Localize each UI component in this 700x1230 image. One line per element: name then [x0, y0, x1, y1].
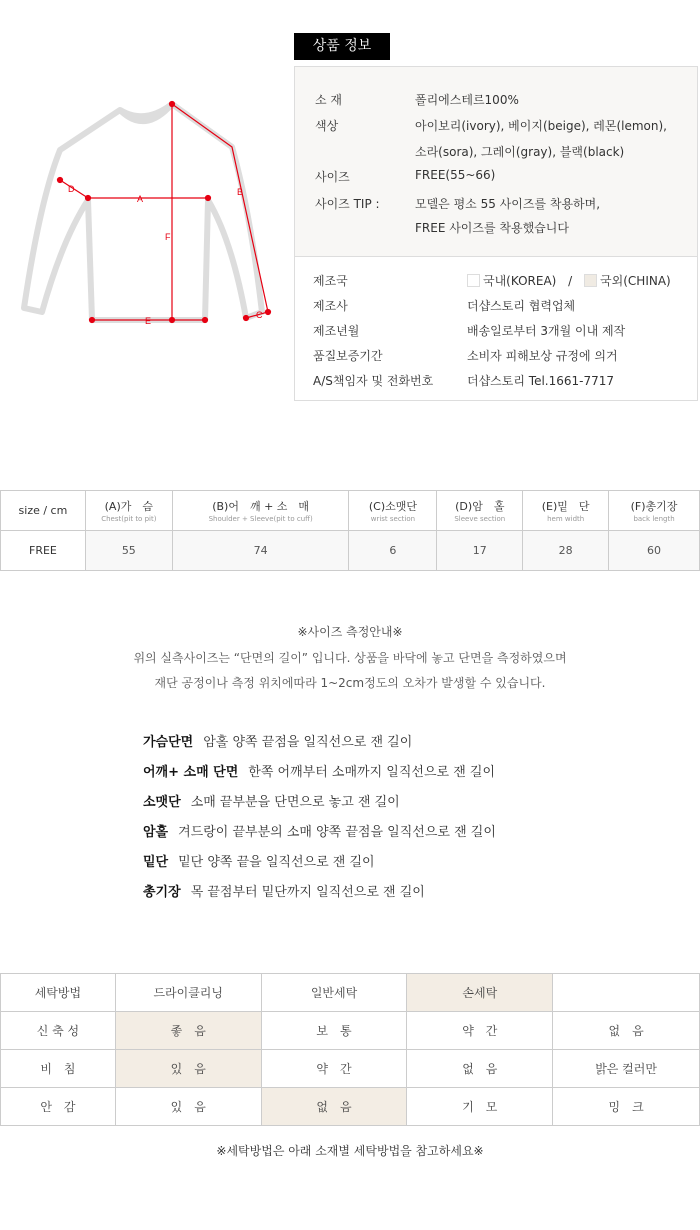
- origin-options: [467, 272, 671, 289]
- garment-measurement-diagram: [0, 90, 290, 340]
- washing-footer-note: ※세탁방법은 아래 소재별 세탁방법을 참고하세요※: [216, 1144, 484, 1158]
- color-value-2: 소라(sora), 그레이(gray), 블랙(black): [415, 145, 625, 159]
- definition-term: 암홀: [143, 825, 169, 840]
- definition-term: 어깨+ 소매 단면: [143, 765, 239, 780]
- definition-desc: 소매 끝부분을 단면으로 놓고 잰 길이: [190, 795, 400, 810]
- header-subtitle: back length: [633, 515, 675, 523]
- washing-option-cell: 없 음: [553, 1012, 700, 1050]
- color-label: 색상: [315, 119, 339, 133]
- washing-row: [1, 1050, 700, 1088]
- washing-option-cell: 좋 음: [115, 1012, 261, 1050]
- washing-option-cell: 보 통: [261, 1012, 407, 1050]
- washing-option-cell: 기 모: [407, 1088, 553, 1126]
- size-value: FREE(55~66): [415, 168, 496, 182]
- header-title: (B)어 깨 + 소 매: [212, 500, 310, 513]
- size-tip-value: 모델은 평소 55 사이즈를 착용하며,: [415, 197, 601, 211]
- size-header-cell: [523, 491, 609, 531]
- definition-item: [143, 791, 400, 810]
- label-a: A: [137, 194, 144, 204]
- size-value-cell: 55: [85, 531, 172, 571]
- header-subtitle: hem width: [547, 515, 585, 523]
- as-contact-value: 더샵스토리 Tel.1661-7717: [467, 374, 615, 388]
- manufacturer-label: 제조사: [313, 299, 348, 313]
- size-value-cell: 74: [172, 531, 349, 571]
- definition-item: [143, 821, 496, 840]
- product-info-box: [294, 66, 698, 401]
- color-value: 아이보리(ivory), 베이지(beige), 레몬(lemon),: [415, 119, 667, 133]
- definition-term: 총기장: [143, 885, 181, 900]
- washing-option-cell: 약 간: [261, 1050, 407, 1088]
- definition-term: 밑단: [143, 855, 169, 870]
- washing-option-cell: 없 음: [407, 1050, 553, 1088]
- definition-desc: 암홀 양쪽 끝점을 일직선으로 잰 길이: [203, 735, 413, 750]
- size-value-cell: 6: [349, 531, 437, 571]
- washing-table: [0, 973, 700, 1126]
- mfg-date-value: 배송일로부터 3개월 이내 제작: [467, 324, 626, 338]
- korea-checkbox: [467, 274, 480, 287]
- washing-row-label: 안 감: [1, 1088, 116, 1126]
- sweater-outline: [24, 104, 262, 320]
- label-c: C: [256, 310, 263, 320]
- washing-option-cell: 손세탁: [407, 974, 553, 1012]
- washing-option-cell: 없 음: [261, 1088, 407, 1126]
- size-tip-label: 사이즈 TIP :: [315, 197, 380, 211]
- size-header-cell: [85, 491, 172, 531]
- warranty-value: 소비자 피해보상 규정에 의거: [467, 349, 618, 363]
- definition-item: [143, 851, 375, 870]
- warranty-label: 품질보증기간: [313, 349, 383, 363]
- washing-row-label: 비 침: [1, 1050, 116, 1088]
- definition-desc: 겨드랑이 끝부분의 소매 양쪽 끝점을 일직선으로 잰 길이: [178, 825, 496, 840]
- notes-line-1: 위의 실측사이즈는 “단면의 길이” 입니다. 상품을 바닥에 놓고 단면을 측정하였으며: [133, 651, 567, 665]
- notes-title: ※사이즈 측정안내※: [297, 625, 403, 639]
- header-subtitle: Chest(pit to pit): [101, 515, 157, 523]
- origin-label: 제조국: [313, 274, 348, 288]
- size-table: [0, 490, 700, 571]
- material-value: 폴리에스테르100%: [415, 93, 519, 107]
- washing-option-cell: 있 음: [115, 1050, 261, 1088]
- definition-term: 소맷단: [143, 795, 181, 810]
- header-subtitle: Shoulder + Sleeve(pit to cuff): [208, 515, 313, 523]
- separator: /: [568, 274, 573, 288]
- as-contact-label: A/S책임자 및 전화번호: [313, 374, 434, 388]
- size-header-cell: [172, 491, 349, 531]
- size-table-row: [1, 531, 700, 571]
- washing-row: [1, 1012, 700, 1050]
- label-f: F: [165, 232, 171, 242]
- label-d: D: [68, 184, 75, 194]
- korea-label: 국내(KOREA): [483, 274, 557, 288]
- definition-desc: 밑단 양쪽 끝을 일직선으로 잰 길이: [178, 855, 375, 870]
- china-checkbox: [584, 274, 597, 287]
- definition-desc: 한쪽 어깨부터 소매까지 일직선으로 잰 길이: [248, 765, 496, 780]
- washing-option-cell: 일반세탁: [261, 974, 407, 1012]
- header-subtitle: wrist section: [370, 515, 416, 523]
- definition-item: [143, 731, 412, 750]
- washing-option-cell: 드라이클리닝: [115, 974, 261, 1012]
- washing-option-cell: 밍 크: [553, 1088, 700, 1126]
- definition-item: [143, 761, 495, 780]
- mfg-date-label: 제조년월: [313, 324, 360, 338]
- size-value-cell: 28: [523, 531, 609, 571]
- notes-line-2: 재단 공정이나 측정 위치에따라 1~2cm정도의 오차가 발생할 수 있습니다.: [154, 676, 546, 690]
- definition-term: 가슴단면: [143, 735, 194, 750]
- material-label: 소 재: [315, 93, 342, 107]
- size-value-cell: 60: [609, 531, 700, 571]
- size-header-cell: [349, 491, 437, 531]
- size-tip-value-2: FREE 사이즈를 착용했습니다: [415, 221, 569, 235]
- washing-row-label: 신 축 성: [1, 1012, 116, 1050]
- definition-item: [143, 881, 425, 900]
- size-header-cell: [1, 491, 86, 531]
- size-header-cell: [609, 491, 700, 531]
- header-title: (F)총기장: [630, 500, 678, 513]
- washing-row-label: 세탁방법: [1, 974, 116, 1012]
- definition-desc: 목 끝점부터 밑단까지 일직선으로 잰 길이: [190, 885, 425, 900]
- label-e: E: [145, 316, 152, 326]
- size-value-cell: 17: [437, 531, 523, 571]
- header-title: (C)소맷단: [368, 500, 417, 513]
- size-header-cell: [437, 491, 523, 531]
- size-label: 사이즈: [315, 170, 350, 184]
- manufacturer-value: 더샵스토리 협력업체: [467, 299, 576, 313]
- washing-option-cell: 있 음: [115, 1088, 261, 1126]
- washing-option-cell: [553, 974, 700, 1012]
- china-label: 국외(CHINA): [600, 274, 671, 288]
- size-table-header: [1, 491, 700, 531]
- label-b: B: [237, 187, 244, 197]
- header-title: (A)가 슴: [104, 500, 153, 513]
- header-title: size / cm: [18, 504, 68, 517]
- header-title: (E)밑 단: [541, 500, 590, 513]
- washing-option-cell: 밝은 컬러만: [553, 1050, 700, 1088]
- product-info-title: 상품 정보: [294, 33, 390, 60]
- washing-row: [1, 974, 700, 1012]
- header-subtitle: Sleeve section: [454, 515, 506, 523]
- washing-option-cell: 약 간: [407, 1012, 553, 1050]
- header-title: (D)암 홀: [455, 500, 505, 513]
- size-value-cell: FREE: [1, 531, 86, 571]
- washing-row: [1, 1088, 700, 1126]
